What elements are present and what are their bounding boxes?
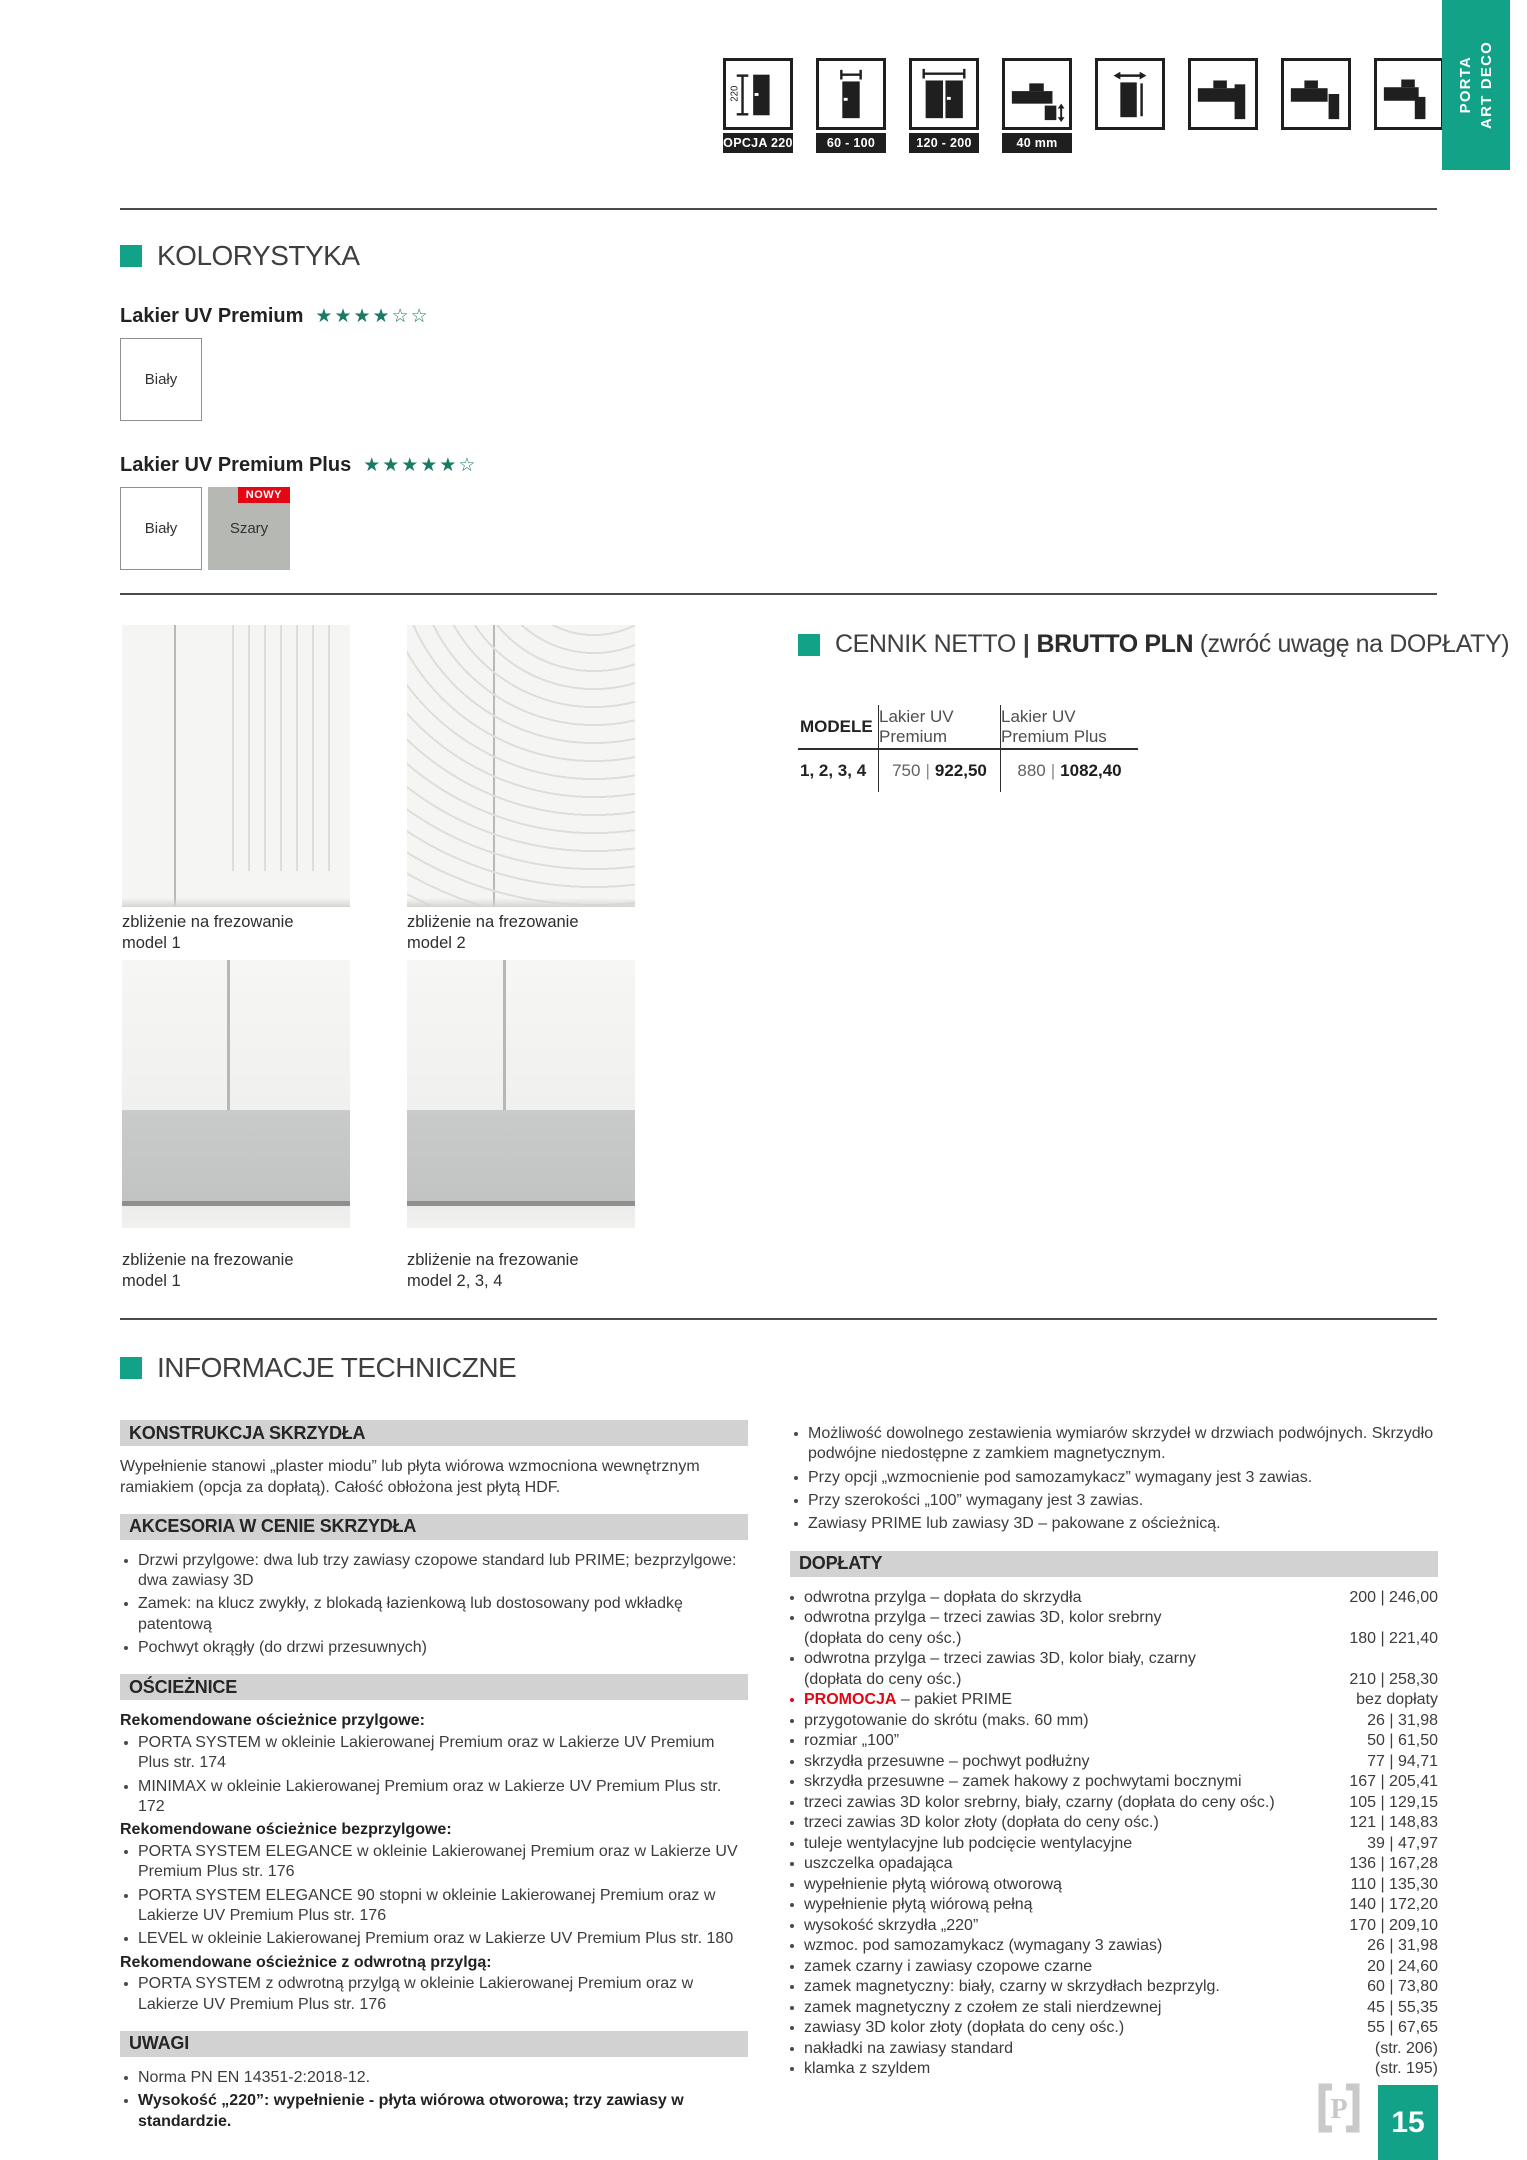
rebated-frame-profile-icon <box>1188 58 1258 130</box>
section-square-icon <box>120 1357 142 1379</box>
swatch-label: Szary <box>229 520 269 537</box>
bullet-icon <box>124 1602 128 1606</box>
single-door-width-icon <box>816 58 886 130</box>
bullet-icon <box>790 2067 794 2071</box>
surcharge-row: rozmiar „100” 50 | 61,50 <box>790 1731 1438 1752</box>
milling-groove <box>503 960 506 1110</box>
surcharge-row: wypełnienie płytą wiórową pełną 140 | 172,20 <box>790 1895 1438 1916</box>
door-closeup-model1-photo <box>122 625 350 907</box>
finish-premium-heading <box>120 305 740 328</box>
pictogram-reverse-rebate <box>1374 58 1444 153</box>
price-table <box>798 705 1438 792</box>
pictogram-label: 60 - 100 <box>816 133 886 153</box>
subsection-bar-konstrukcja: KONSTRUKCJA SKRZYDŁA <box>120 1420 748 1446</box>
surcharge-price: 140 | 172,20 <box>1349 1896 1438 1914</box>
list-item: Pochwyt okrągły (do drzwi przesuwnych) <box>124 1638 748 1658</box>
subsection-bar-doplaty: DOPŁATY <box>790 1551 1438 1577</box>
list-item: PORTA SYSTEM z odwrotną przylgą w okleinie Lakierowanej Premium oraz w Lakierze UV Premium Plus str. 176 <box>124 1974 748 2015</box>
surcharge-row-promo: PROMOCJA – pakiet PRIME bez dopłaty <box>790 1690 1438 1711</box>
surcharge-price: 170 | 209,10 <box>1349 1916 1438 1934</box>
list-item: PORTA SYSTEM w okleinie Lakierowanej Premium oraz w Lakierze UV Premium Plus str. 174 <box>124 1733 748 1774</box>
surcharge-price: 105 | 129,15 <box>1349 1793 1438 1811</box>
list-item: Przy szerokości „100” wymagany jest 3 zawias. <box>794 1491 1438 1511</box>
surcharge-price: 180 | 221,40 <box>1349 1629 1438 1647</box>
price-table-header-models: MODELE <box>798 705 878 750</box>
bullet-icon <box>790 2006 794 2010</box>
figure-caption: zbliżenie na frezowanie model 1 <box>122 1251 294 1290</box>
surcharge-row: odwrotna przylga – dopłata do skrzydła 200 | 246,00 <box>790 1588 1438 1609</box>
list-item: Zawiasy PRIME lub zawiasy 3D – pakowane z ościeżnicą. <box>794 1514 1438 1534</box>
price-table-cell-premium-plus: 880 | 1082,40 <box>1000 750 1138 792</box>
bullet-icon <box>790 2047 794 2051</box>
surcharge-row: zamek magnetyczny z czołem ze stali nierdzewnej 45 | 55,35 <box>790 1998 1438 2019</box>
door-bottom-model234-photo <box>407 960 635 1228</box>
bullet-icon <box>124 1850 128 1854</box>
surcharge-price: (str. 195) <box>1374 2060 1438 2078</box>
swatch-label: Biały <box>144 520 178 537</box>
bullet-icon <box>794 1499 798 1503</box>
surcharge-price: 121 | 148,83 <box>1349 1814 1438 1832</box>
section-heading <box>120 240 740 272</box>
list-item: PORTA SYSTEM ELEGANCE 90 stopni w okleinie Lakierowanej Premium oraz w Lakierze UV Premium Plus str. 176 <box>124 1886 748 1927</box>
surcharge-price: (str. 206) <box>1374 2039 1438 2057</box>
subsection-bar-oscieznice: OŚCIEŻNICE <box>120 1674 748 1700</box>
figure-caption: zbliżenie na frezowanie model 2 <box>407 913 579 952</box>
swatch-label: Biały <box>144 371 178 388</box>
bullet-icon <box>790 1780 794 1784</box>
collection-tab-brand: PORTA <box>1457 56 1474 114</box>
bullet-icon <box>790 1760 794 1764</box>
collection-tab-name: ART DECO <box>1478 41 1495 129</box>
divider <box>120 593 1437 595</box>
collection-tab <box>1442 0 1510 170</box>
section-title: KOLORYSTYKA <box>157 240 360 271</box>
svg-text:220: 220 <box>729 85 741 102</box>
bullet-icon <box>124 1559 128 1563</box>
section-heading <box>798 630 1510 659</box>
finish-name: Lakier UV Premium <box>120 305 304 327</box>
surcharge-row: nakładki na zawiasy standard (str. 206) <box>790 2039 1438 2060</box>
bullet-icon <box>790 1698 794 1702</box>
bullet-icon <box>790 1821 794 1825</box>
star-rating-icon: ★★★★☆☆ <box>315 306 430 327</box>
bullet-icon <box>790 2026 794 2030</box>
divider <box>120 208 1437 210</box>
bullet-icon <box>790 1801 794 1805</box>
surcharge-price: 167 | 205,41 <box>1349 1773 1438 1791</box>
surcharge-row: zamek czarny i zawiasy czopowe czarne 20 | 24,60 <box>790 1957 1438 1978</box>
double-door-width-icon <box>909 58 979 130</box>
pictogram-rebated <box>1188 58 1258 153</box>
bullet-icon <box>124 1982 128 1986</box>
bullet-icon <box>790 1739 794 1743</box>
bullet-icon <box>790 1657 794 1661</box>
bullet-icon <box>790 1985 794 1989</box>
bullet-icon <box>124 2076 128 2080</box>
group-heading: Rekomendowane ościeżnice przylgowe: <box>120 1712 425 1730</box>
page-number: 15 <box>1391 2105 1425 2139</box>
door-closeup-model2-photo <box>407 625 635 907</box>
surcharge-price: 136 | 167,28 <box>1349 1855 1438 1873</box>
swatch-row-premium-plus <box>120 487 740 570</box>
bullet-icon <box>124 1741 128 1745</box>
pictogram-width-single <box>816 58 886 153</box>
tech-right-column <box>790 1424 1438 2080</box>
bullet-icon <box>790 1944 794 1948</box>
star-rating-icon: ★★★★★☆ <box>363 455 478 476</box>
bullet-icon <box>124 1894 128 1898</box>
section-square-icon <box>798 634 820 656</box>
section-title: INFORMACJE TECHNICZNE <box>157 1352 517 1383</box>
page-number-badge <box>1378 2085 1438 2160</box>
figure-caption: zbliżenie na frezowanie model 2, 3, 4 <box>407 1251 579 1290</box>
swatch-szary <box>208 487 290 570</box>
bullet-icon <box>794 1432 798 1436</box>
price-table-header-premium: Lakier UV Premium <box>878 705 1000 750</box>
price-table-cell-premium: 750 | 922,50 <box>878 750 1000 792</box>
photo-shadow <box>122 898 350 907</box>
swatch-bialy <box>120 338 202 421</box>
surcharge-row: skrzydła przesuwne – pochwyt podłużny 77 | 94,71 <box>790 1752 1438 1773</box>
bullet-icon <box>790 1924 794 1928</box>
surcharge-price: 20 | 24,60 <box>1367 1957 1438 1975</box>
pictogram-sliding <box>1095 58 1165 153</box>
bullet-icon <box>790 1903 794 1907</box>
list-item: Wysokość „220”: wypełnienie - płyta wiórowa otworowa; trzy zawiasy w standardzie. <box>124 2091 748 2132</box>
subsection-bar-akcesoria: AKCESORIA W CENIE SKRZYDŁA <box>120 1514 748 1540</box>
surcharge-row: wzmoc. pod samozamykacz (wymagany 3 zawias) 26 | 31,98 <box>790 1936 1438 1957</box>
reverse-rebate-frame-profile-icon <box>1374 58 1444 130</box>
surcharge-row: trzeci zawias 3D kolor srebrny, biały, czarny (dopłata do ceny ośc.) 105 | 129,15 <box>790 1793 1438 1814</box>
bullet-icon <box>794 1476 798 1480</box>
surcharge-row: odwrotna przylga – trzeci zawias 3D, kolor srebrny (dopłata do ceny ośc.) 180 | 221,40 <box>790 1608 1438 1649</box>
section-cennik <box>798 630 1510 792</box>
svg-text:P: P <box>1330 2094 1348 2125</box>
section-informacje-heading <box>120 1352 516 1384</box>
swatch-row-premium <box>120 338 740 421</box>
list-item: Możliwość dowolnego zestawienia wymiarów skrzydeł w drzwiach podwójnych. Skrzydło podwójne niedostępne z zamkiem magnetycznym. <box>794 1424 1438 1465</box>
bullet-icon <box>794 1522 798 1526</box>
section-title: CENNIK NETTO | BRUTTO PLN (zwróć uwagę na DOPŁATY) <box>835 630 1510 658</box>
section-square-icon <box>120 245 142 267</box>
new-badge: NOWY <box>238 487 290 503</box>
surcharge-row: przygotowanie do skrótu (maks. 60 mm) 26 | 31,98 <box>790 1711 1438 1732</box>
surcharge-price: 39 | 47,97 <box>1367 1834 1438 1852</box>
milling-pattern <box>218 625 344 871</box>
pictogram-label: 40 mm <box>1002 133 1072 153</box>
tech-notes <box>790 1424 1438 1535</box>
group-heading: Rekomendowane ościeżnice bezprzylgowe: <box>120 1821 452 1839</box>
divider <box>120 1318 1437 1320</box>
konstrukcja-body: Wypełnienie stanowi „plaster miodu” lub płyta wiórowa wzmocniona wewnętrznym ramiakiem (opcja za dopłatą). Całość obłożona jest płytą HDF. <box>120 1458 700 1496</box>
figure-caption: zbliżenie na frezowanie model 1 <box>122 913 294 952</box>
pictogram-40mm <box>1002 58 1072 153</box>
pictogram-label: 120 - 200 <box>909 133 979 153</box>
list-item: LEVEL w okleinie Lakierowanej Premium oraz w Lakierze UV Premium Plus str. 180 <box>124 1929 748 1949</box>
list-item: Norma PN EN 14351-2:2018-12. <box>124 2068 748 2088</box>
surcharge-price: 26 | 31,98 <box>1367 1937 1438 1955</box>
photo-shadow <box>407 898 635 907</box>
milling-pattern <box>407 625 635 907</box>
list-item: Drzwi przylgowe: dwa lub trzy zawiasy czopowe standard lub PRIME; bezprzylgowe: dwa zawiasy 3D <box>124 1551 748 1592</box>
surcharge-row: klamka z szyldem (str. 195) <box>790 2059 1438 2080</box>
porta-logo <box>1318 2083 1360 2138</box>
surcharge-price: 210 | 258,30 <box>1349 1670 1438 1688</box>
surcharge-price: 45 | 55,35 <box>1367 1998 1438 2016</box>
pictogram-height-220 <box>723 58 793 153</box>
bullet-icon <box>790 1842 794 1846</box>
pictogram-label: OPCJA 220 <box>723 133 793 153</box>
surcharge-price: 50 | 61,50 <box>1367 1732 1438 1750</box>
bullet-icon <box>790 1719 794 1723</box>
milling-groove <box>227 960 230 1110</box>
bullet-icon <box>790 1883 794 1887</box>
surcharge-price: 55 | 67,65 <box>1367 2019 1438 2037</box>
price-table-header-premium-plus: Lakier UV Premium Plus <box>1000 705 1138 750</box>
bullet-icon <box>790 1596 794 1600</box>
surcharge-row: tuleje wentylacyjne lub podcięcie wentylacyjne 39 | 47,97 <box>790 1834 1438 1855</box>
surcharge-row: zawiasy 3D kolor złoty (dopłata do ceny ośc.) 55 | 67,65 <box>790 2018 1438 2039</box>
door-edge-line <box>174 625 176 907</box>
tech-left-column <box>120 1420 748 2135</box>
surcharge-row: odwrotna przylga – trzeci zawias 3D, kolor biały, czarny (dopłata do ceny ośc.) 210 | 258,30 <box>790 1649 1438 1690</box>
surcharge-row: zamek magnetyczny: biały, czarny w skrzydłach bezprzylg. 60 | 73,80 <box>790 1977 1438 1998</box>
door-height-220-icon <box>723 58 793 130</box>
surcharge-row: wypełnienie płytą wiórową otworową 110 | 135,30 <box>790 1875 1438 1896</box>
swatch-bialy <box>120 487 202 570</box>
finish-premium-plus-heading <box>120 454 740 477</box>
sliding-door-icon <box>1095 58 1165 130</box>
door-bottom-model1-photo <box>122 960 350 1228</box>
surcharge-row: trzeci zawias 3D kolor złoty (dopłata do ceny ośc.) 121 | 148,83 <box>790 1813 1438 1834</box>
surcharge-row: skrzydła przesuwne – zamek hakowy z pochwytami bocznymi 167 | 205,41 <box>790 1772 1438 1793</box>
bullet-icon <box>124 1785 128 1789</box>
bullet-icon <box>790 1965 794 1969</box>
surcharge-price: 60 | 73,80 <box>1367 1978 1438 1996</box>
bullet-icon <box>124 1646 128 1650</box>
bullet-icon <box>790 1616 794 1620</box>
non-rebated-frame-profile-icon <box>1281 58 1351 130</box>
pictogram-width-double <box>909 58 979 153</box>
bullet-icon <box>790 1862 794 1866</box>
surcharge-price: bez dopłaty <box>1356 1691 1438 1709</box>
finish-name: Lakier UV Premium Plus <box>120 454 352 476</box>
price-table-cell-models: 1, 2, 3, 4 <box>800 761 867 780</box>
list-item: PORTA SYSTEM ELEGANCE w okleinie Lakierowanej Premium oraz w Lakierze UV Premium Plus str. 176 <box>124 1842 748 1883</box>
pictogram-strip <box>723 58 1444 153</box>
surcharge-price: 77 | 94,71 <box>1367 1752 1438 1770</box>
section-kolorystyka <box>120 240 740 570</box>
list-item: Przy opcji „wzmocnienie pod samozamykacz” wymagany jest 3 zawias. <box>794 1468 1438 1488</box>
frame-profile-40mm-icon <box>1002 58 1072 130</box>
subsection-bar-uwagi: UWAGI <box>120 2031 748 2057</box>
surcharge-row: wysokość skrzydła „220” 170 | 209,10 <box>790 1916 1438 1937</box>
surcharge-price: 26 | 31,98 <box>1367 1711 1438 1729</box>
list-item: Zamek: na klucz zwykły, z blokadą łazienkową lub dostosowany pod wkładkę patentową <box>124 1594 748 1635</box>
surcharge-row: uszczelka opadająca 136 | 167,28 <box>790 1854 1438 1875</box>
list-item: MINIMAX w okleinie Lakierowanej Premium oraz w Lakierze UV Premium Plus str. 172 <box>124 1777 748 1818</box>
pictogram-non-rebated <box>1281 58 1351 153</box>
group-heading: Rekomendowane ościeżnice z odwrotną przylgą: <box>120 1953 492 1971</box>
bullet-icon <box>124 1937 128 1941</box>
surcharge-price: 110 | 135,30 <box>1350 1875 1438 1893</box>
surcharge-price: 200 | 246,00 <box>1349 1588 1438 1606</box>
bullet-icon <box>124 2099 128 2103</box>
